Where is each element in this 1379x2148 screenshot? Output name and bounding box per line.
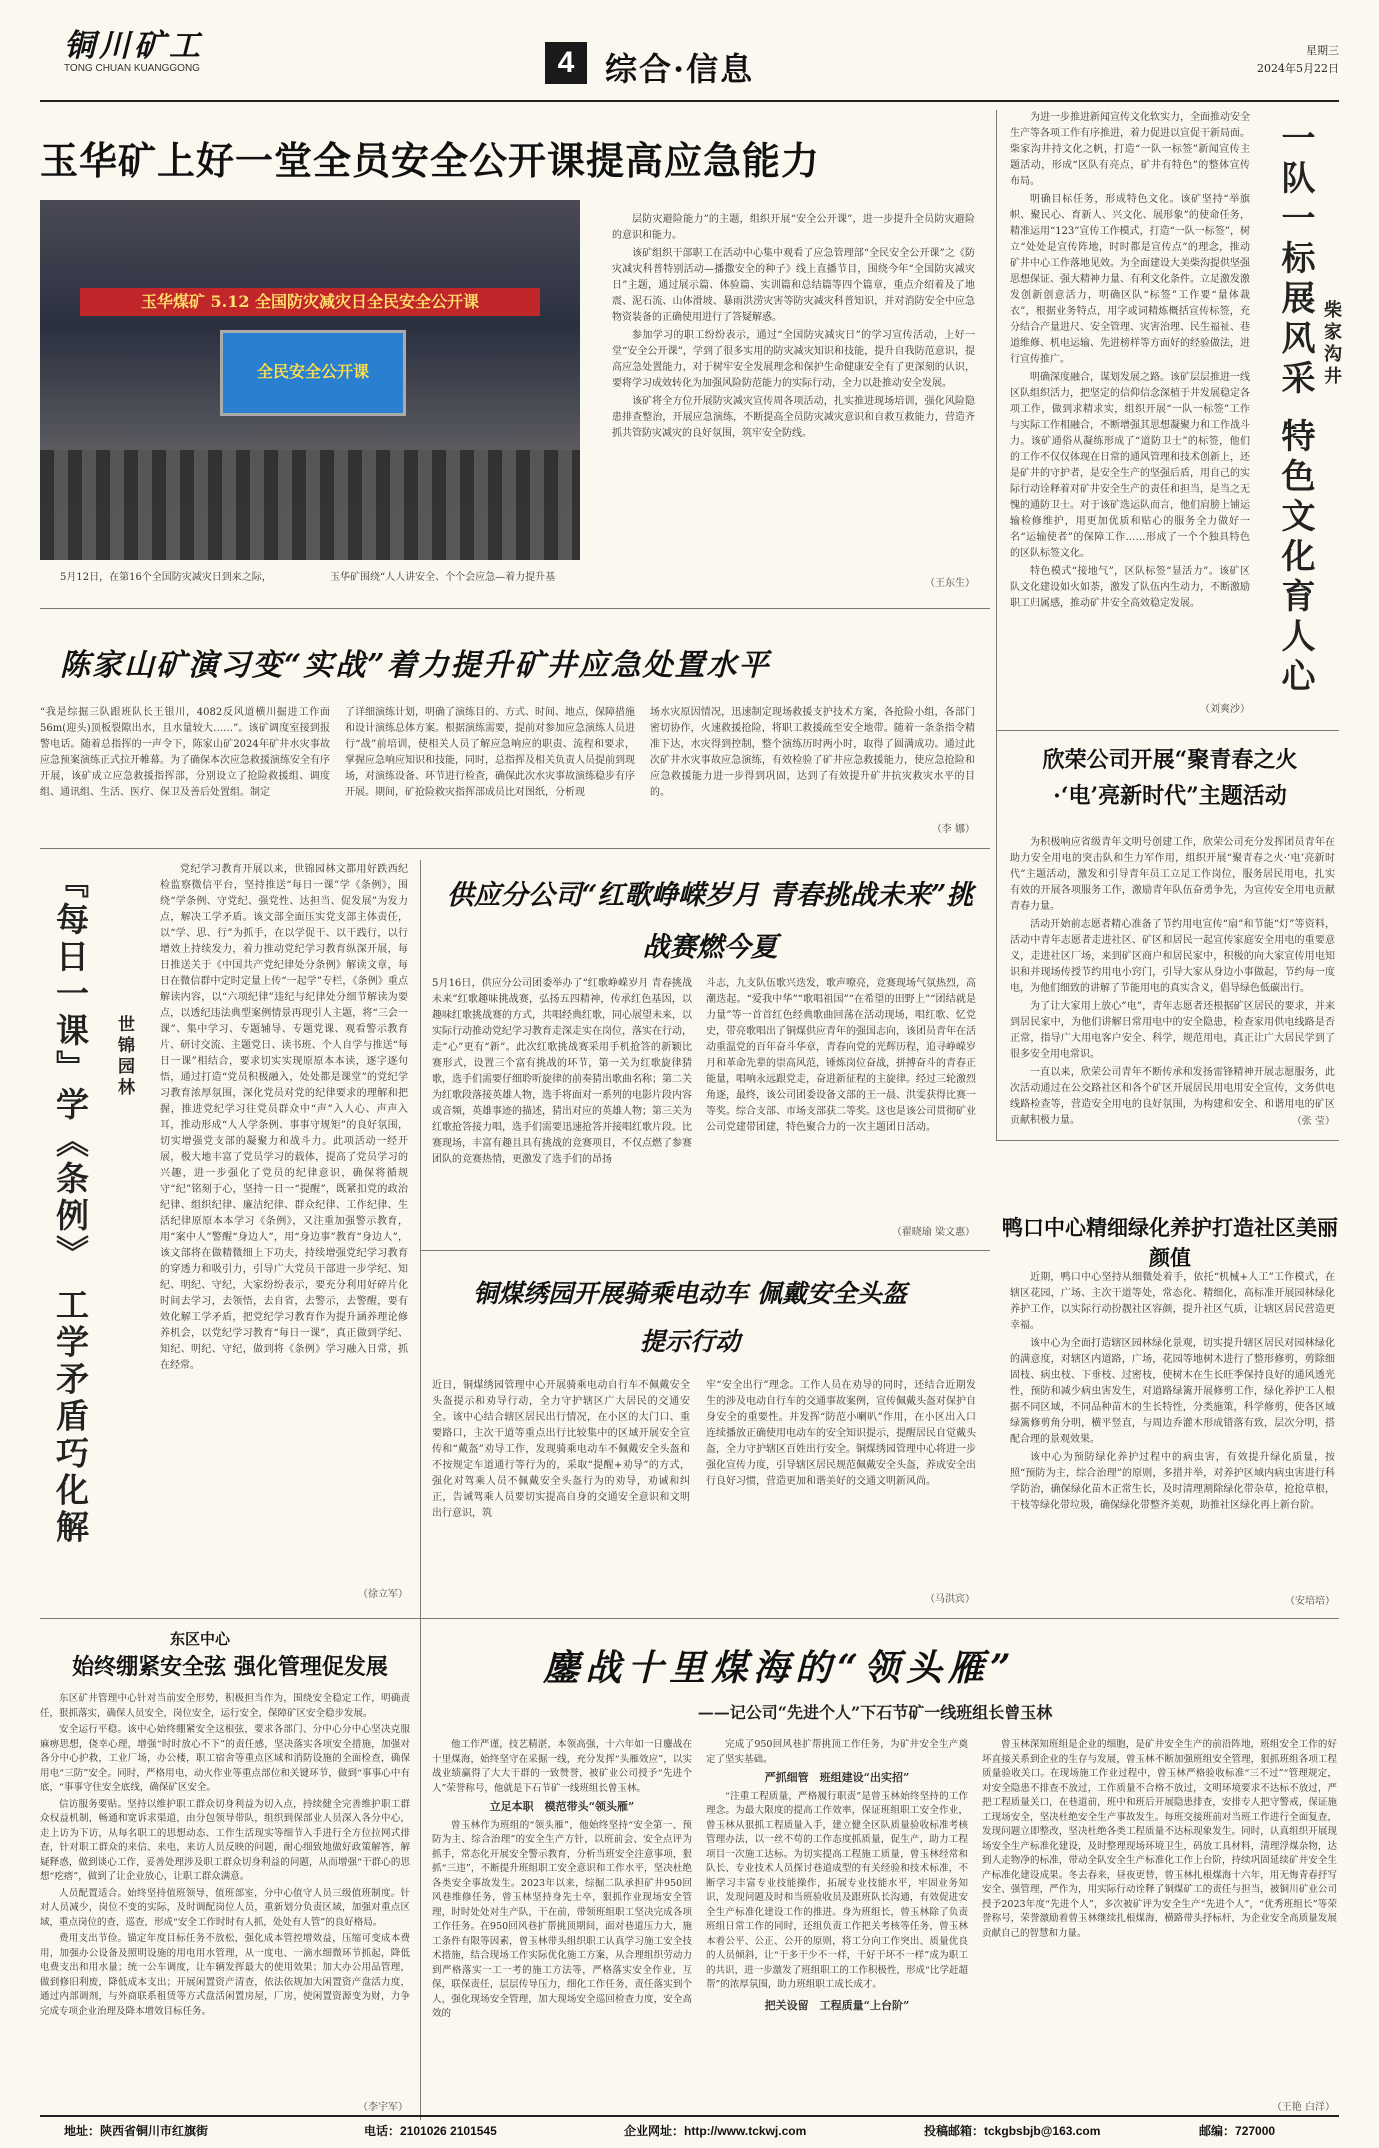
article4-byline: （徐立军） — [358, 1589, 408, 1600]
article3-byline: （张 莹） — [1291, 1116, 1335, 1127]
article6-col2: 牢“安全出行”理念。工作人员在劝导的同时，还结合近期发生的涉及电动自行车的交通事故案例，宣传佩戴头盔对保护自身安全的重要性。并发挥“防范小喇叭”作用，在小区出入口连续播放正确使用电动车的安全知识提示，提醒居民自觉戴头盔，全力守护辖区百姓出行安全。铜煤绣园管理中心将进一步强化宣传力度，引导辖区居民规范佩戴安全头盔，养成安全出行良好习惯，营造更加和谐美好的交通文明新风尚。 — [706, 1380, 976, 1487]
paper-logo — [64, 20, 204, 74]
article1-caption-left: 5月12日，在第16个全国防灾减灾日到来之际， — [60, 572, 272, 583]
article9-byline: （王艳 白洋） — [1271, 2102, 1335, 2113]
article7-para: 近期，鸭口中心坚持从细微处着手，依托“机械+人工”工作模式，在辖区花园，广场、主次干道等处，常态化、精细化，高标准开展园林绿化养护工作，以实际行动扮靓社区容颜，提升社区气质，让辖区居民营造更幸福。 — [1010, 1272, 1335, 1331]
footer-zip-value: 727000 — [1235, 2124, 1276, 2138]
page-number: 4 — [545, 42, 587, 84]
sidebar-para: 特色模式“接地气”，区队标签“显活力”。该矿区队文化建设如火如荼，激发了队伍内生动力，不断激励职工归属感，推动矿井安全高效稳定发展。 — [1010, 566, 1250, 609]
article8-para: 安全运行平稳。该中心始终绷紧安全这根弦，要求各部门、分中心分中心坚决克服麻痹思想，侥幸心理，增强“时时放心不下”的责任感，坚决落实各项安全措施，加强对各分中心护救，工业厂场，办公楼，职工宿舍等重点区域和消防设施的全面检查，确保用电“三防”安全。同时，严格用电，动火作业等重点部位和关键环节，做到“事事心中有底，“事事守住安全底线，确保矿区安全。 — [40, 1724, 410, 1793]
footer-phone-value: 2101026 2101545 — [400, 2124, 497, 2138]
photo-banner: 玉华煤矿 5.12 全国防灾减灾日全民安全公开课 — [80, 288, 540, 316]
rule — [40, 608, 990, 609]
article9-para: 曾玉林深知班组是企业的细胞，是矿井安全生产的前沿阵地，班组安全工作的好坏直接关系到企业的生存与发展，曾玉林不断加强班组安全管理，狠抓班组各项工程质量验收关口。在现场施工作业过程中，曾玉林严格验收标准“三不过”“管理规定，对安全隐患不排查不放过，工作质量不合格不放过，文明环境要求不达标不放过，严把工程质量关口，在巷道前，班中和班后开展隐患排查，安排专人把守警戒，保证施工现场安全，坚决杜绝安全生产事故发生。每班交接班前对当班工作进行全面复查，发现问题立即整改，坚决杜绝各类工程质量不达标现象发生。同时，认真组织开展现场安全生产标准化建设，及时整理现场环境卫生，码放工具材料，清理浮煤杂物，达到人走物净的标准，带动全队安全生产标准化工作上台阶，持续巩固延续矿井安全生产标准化建设成果。冬去春来，昼夜更替，曾玉林扎根煤海十六年，用无悔青春抒写安全、强管理，严作为，用实际行动诠释了铜煤矿工的责任与担当，被铜川矿业公司授予2023年度“先进个人”，多次被矿评为安全生产“先进个人”，“优秀班组长”等荣誉称号，荣誉激励着曾玉林继续扎根煤海，横路带头抒标杆，为企业安全高质量发展贡献自己的智慧和力量。 — [982, 1739, 1337, 1939]
footer-phone-label: 电话： — [364, 2124, 401, 2138]
article2-byline: （李 娜） — [931, 824, 975, 835]
rule — [420, 1250, 990, 1251]
sidebar-body — [1010, 110, 1250, 614]
footer-mail — [924, 2122, 1100, 2139]
photo-audience — [40, 450, 580, 560]
column-rule — [996, 110, 997, 1140]
article2-col3: 场水灾原因情况，迅速制定现场救援支护技术方案，各抢险小组，各部门密切协作，火速救援抢险，将职工救援疏至安全地带。随着一条条指令精准下达，水灾得到控制，整个演练历时两小时，取得了圆满成功。通过此次矿井水灾事故应急演练，有效检验了矿井应急救援能力，使应急抢险和应急救援能力进一步得到巩固，达到了有效提升矿井抗灾救灾水平的目的。 — [650, 707, 975, 798]
article8-para: 信访服务要贴。坚持以维护职工群众切身利益为切入点，持续健全完善维护职工群众权益机制，畅通和宽诉求渠道，由分包领导带队，组织到保部业人员深入各分中心，走上访为下访，从每名职工的思想动态、工作生活现实等细节入手进行全方位拉网式排查，针对职工群众的来信、来电，来访人员反映的问题，耐心细致地做好政策解答，解疑释惑，做到谈心工作，妥善处理涉及职工群众切身利益的问题，从而增强“干群心的思想“疙瘩”，做到了让企业放心，让职工群众满意。 — [40, 1798, 410, 1882]
footer-zip — [1199, 2122, 1275, 2139]
article3-body — [1010, 835, 1335, 1131]
article2-title: 陈家山矿演习变“实战”着力提升矿井应急处置水平 — [60, 648, 771, 683]
sidebar-para: 明确深度融合，谋划发展之路。该矿层层推进一线区队组织活力，把坚定的信仰信念深植于井发展稳定各项工作，做到求精求实，组织开展“一队一标签”工作与实际工作相融合，不断增强其思想凝聚力和工作战斗力。该矿通俗从凝练形成了“道防卫士”的标签，他们的工作不仅仅体现在日常的通风管理和技术创新上，还是矿井的守护者，是安全生产的坚强后盾，用自己的实际行动诠释着对矿井安全生产的责任和担当，是当之无愧的通防卫士。对于该矿选运队而言，他们肩膀上铺运输检修维护，用更加优质和贴心的服务全力做好一名“运输使者”的保障工作……形成了一个个独具特色的区队标签文化。 — [1010, 372, 1250, 559]
article3-para: 活动开始前志愿者精心准备了节约用电宣传“扇”和节能“灯”等资料，活动中青年志愿者走进社区、矿区和居民一起宣传家庭安全用电的重要意义，走进社区厂场，来到矿区商户和居民家中，积极的向大家宣传用电知识和并现场传授节约用电小窍门，引导大家从身边小事做起，节约每一度电，为他们细致的讲解了节能用电的真实含义，倡导绿色低碳出行。 — [1010, 919, 1335, 994]
article9-para: 曾玉林作为班组的“领头雁”，他始终坚持“安全第一、预防为主、综合治理”的安全生产方针，以班前会、安全点评为抓手，常态化开展安全警示教育，分析当班安全注意事项，狠抓“三违”，不断提升班组职工安全意识和工作水平，坚决杜绝各类安全事故发生。2023年以来，综掘二队承担矿井950回风巷维修任务，曾玉林坚持身先士卒，狠抓作业现场安全管理，时时处处对生产队，干在前，带领班组职工坚决完成各项工作任务。在950回风巷扩帮挑顶期间，面对巷道压力大，施工条件有限等因素，曾玉林带头组织职工认真学习施工安全技术措施，结合现场工作实际优化施工方案，从合理组织劳动力到严格落实一工一考的施工方法等，严格落实安全作业，互保，联保责任，层层传导压力，细化工作任务，责任落实到个人，强化现场安全管理，加大现场安全巡回检查力度，安全高效的 — [432, 1819, 692, 2019]
masthead-rule — [40, 100, 1339, 102]
footer-website — [624, 2122, 806, 2139]
article9-para: “注重工程质量，严格履行职责”是曾玉林始终坚持的工作理念。为最大限度的提高工作效率，保证班组职工安全作业，曾玉林从狠抓工程质量入手，建立健全区队质量验收标准考核管理办法，以一丝不苟的工作态度抓质量，促生产，助力工程项目一次施工达标。为切实提高工程施工质量，曾玉林经常和队长、专业技术人员探讨巷道成型的有关经验和技术标准，不断学习丰富专业技能操作，拓展专业技能水平，牢固业务知识，发现问题及时和当班验收员及跟班队长沟通，有效促进安全生产标准化建设工作的推进。身为班组长，曾玉林除了负责班组日常工作的同时，还组负责工作把关考核等任务，曾玉林本着公平、公正、公开的原则，将工分向工作突出、质量优良的人员倾斜，让“干多干少不一样，干好干坏不一样”成为职工的共识，进一步激发了班组职工的工作积极性，形成“比学赶超帮”的浓厚氛围，助力班组职工成长成才。 — [706, 1790, 968, 1990]
article3-para: 一直以来，欣荣公司青年不断传承和发扬雷锋精神开展志愿服务，此次活动通过在公交路社区和各个矿区开展居民用电用安全宣传，文务供电线路检查等，营造安全用电的良好氛围，为构建和安全、和谐用电的矿区贡献积极力量。 — [1010, 1067, 1335, 1126]
article9-col3 — [982, 1738, 1337, 1943]
article9-subhead-2: 严抓细管 班组建设“出实招” — [764, 1771, 910, 1784]
article1-byline: （王东生） — [925, 578, 975, 589]
footer-mail-label: 投稿邮箱： — [924, 2124, 985, 2138]
issue-date: 2024年5月22日 — [1257, 62, 1339, 75]
weekday: 星期三 — [1306, 44, 1339, 57]
sidebar-vertical-sub: 柴家沟井 — [1321, 300, 1342, 388]
article8-para: 人员配置适合。始终坚持值班领导，值班部室，分中心值守人员三级值班制度。针对人员减少，岗位不变的实际，及时调配岗位人员，重新划分负责区域，加强对重点区域，重点岗位的查，巡查，形成“安全工作时时有人抓，处处有人管”的良好格局。 — [40, 1887, 410, 1928]
article1-para: 该矿组织干部职工在活动中心集中观看了应急管理部“全民安全公开课”之《防灾减灾科普特别活动—播撒安全的种子》线上直播节目，围绕今年“全国防灾减灾日”主题，通过展示篇、体验篇、实训篇和总结篇等四个篇章，重点介绍着及了地震、泥石流、山体滑坡、暴雨洪涝灾害等防灾减灾科普知识，并对消防安全中应急物资装备的正确使用进行了答疑解惑。 — [612, 248, 975, 323]
issue-info — [1257, 42, 1339, 78]
article1-title: 玉华矿上好一堂全员安全公开课提高应急能力 — [40, 138, 821, 183]
article7-byline: （安培培） — [1285, 1596, 1335, 1607]
article7-para: 该中心为预防绿化养护过程中的病虫害，有效提升绿化质量，按照“预防为主，综合治理”的原则，多措并举，对养护区域内病虫害进行科学防治，确保绿化苗木正常生长，及时清理割除绿化带杂草，抢抢草根，干枝等绿化带垃圾，确保绿化带整齐美观，助推社区绿化再上新台阶。 — [1010, 1452, 1335, 1511]
sidebar-byline: （刘爽沙） — [1200, 704, 1250, 715]
article1-para: 参加学习的职工纷纷表示，通过“全国防灾减灾日”的学习宣传活动，上好一堂“安全公开课”，学到了很多实用的防灾减灾知识和技能，提升自我防范意识，提高应急处置能力，对于树牢安全发展理念和保护生命健康安全有了更深刻的认识，要将学习成效转化为加强风险防范能力的实际行动，全力以赴推动安全发展。 — [612, 330, 975, 389]
article7-para: 该中心为全面打造辖区园林绿化景观，切实提升辖区居民对园林绿化的满意度，对辖区内道路，广场，花园等地树木进行了整形修剪，剪除细固枝、病虫枝、下垂枝、过密枝，使树木在生长旺季保持良好的通风透光性，预防和减少病虫害发生，对道路绿篱开展修剪工作，绿化养护工人根据不同区域，不同品种苗木的生长特性，分类施策，科学修剪，使各区域绿篱修剪角分明，横平竖直，与周边乔灌木形成错落有致，层次分明，搭配合理的景观效果。 — [1010, 1338, 1335, 1445]
footer-address — [64, 2122, 208, 2139]
article1-caption-right: 玉华矿围绕“人人讲安全、个个会应急—着力提升基 — [330, 572, 556, 583]
article9-para: 完成了950回风巷扩帮挑顶工作任务，为矿井安全生产奠定了坚实基础。 — [706, 1739, 968, 1765]
article3-title: 欣荣公司开展“聚青春之火·‘电’亮新时代”主题活动 — [1042, 747, 1298, 809]
footer-mail-link[interactable]: tckgbsbjb@163.com — [984, 2124, 1101, 2138]
article8-kicker: 东区中心 — [170, 1630, 231, 1648]
article4-vertical-sub: 世锦园林 — [114, 1015, 134, 1099]
footer-website-link[interactable]: http://www.tckwj.com — [684, 2124, 807, 2138]
article5-col1: 5月16日，供应分公司团委举办了“红歌峥嵘岁月 青春挑战未来”红歌趣味挑战赛，弘扬五四精神，传承红色基因，以趣味红歌挑战赛的方式，共唱经典红歌，同心展望未来，以实际行动推动党纪学习教育走深走实在岗位，落实在行动，走“心”更有“新”。此次红歌挑战赛采用手机抢答的新颖比赛形式，设置三个富有挑战的环节，第一关为红歌旋律猜歌，选手们需要仔细聆听旋律的前奏猜出歌曲名称；第二关为红歌段落接英雄人物，选手将面对一系列的电影片段内容或音频，英雄事迹的描述，猜出对应的英雄人物；第三关为红歌抢答接力唱，选手们需要迅速抢答并接唱红歌片段。比赛现场，丰富有趣且具有挑战的竞赛项目，不仅点燃了参赛团队的竞赛热情，更激发了选手们的昂扬 — [432, 978, 692, 1165]
article9-subhead-3: 把关设留 工程质量“上台阶” — [764, 1998, 910, 2012]
article9-subtitle: ——记公司“先进个人”下石节矿一线班组长曾玉林 — [697, 1703, 1053, 1722]
photo-screen-text: 全民安全公开课 — [256, 362, 369, 381]
rule — [996, 730, 1339, 731]
article4-body: 党纪学习教育开展以来，世锦园林文都用好跌西纪检监察微信平台，坚持推送“每日一课”学《条例》，围绕“学条例、守党纪、强党性、达担当、促发展”为发力点，解决工学矛盾。该文部全面压实党支部主体责任，以“学、思、行”为抓手，在以学促干、以干践行，以行增效上持续发力，着力推动党纪学习教育纵深开展，每日推送关于《中国共产党纪律处分条例》解读文章，每日在微信群中定时定量上传“一起学”专栏，《条例》重点解读内容，以“六项纪律”违纪与纪律处分细节解读为要点，以透纪违法典型案例情景再现引人主题，将“三会一课”、集中学习、专题辅导、专题党课、观看警示教育片、研讨交流、主题党日、读书班、个人自学与推送“每日一课”相结合，要求切实实现原原本本读，逐字逐句悟，通过打造“党员积极融入，处处都是课堂”的党纪学习教育浓厚氛围，深化党员对党的纪律要求的理解和把握，推进党纪学习往党员群众中“声”入人心、声声入耳，推动形成“人人学条例、事事守规矩”的良好氛围，切实增强党支部的凝聚力和战斗力。此项活动一经开展，极大地丰富了党员学习的载体，提高了党员学习的兴趣，进一步强化了党员的纪律意识，确保将循规守“纪”铭刻于心，坚持一日一“提醒”，既紧扣党的政治纪律、组织纪律、廉洁纪律、群众纪律、工作纪律、生活纪律原原本本学习《条例》，又注重加强警示教育，用“案中人”警醒“身边人”，用“身边事”教育“身边人”，该文部将在做精微细上下功夫，持续增强党纪学习教育的穿透力和吸引力，引导广大党员干部进一步学纪、知纪、明纪、守纪，大家纷纷表示，要充分利用好碎片化时间去学习，去领悟，去自省，去警示，去警醒，要有效化解工学矛盾，把党纪学习教育作为提升涵养理论修养机会，以党纪学习教育“每日一课”，真正做到学纪、知纪、明纪、守纪，做到将《条例》学习融入日常，抓在经常。 — [160, 864, 408, 1371]
article6-col1: 近日，铜煤绣园管理中心开展骑乘电动自行车不佩戴安全头盔提示和劝导行动，全力守护辖区广大居民的交通安全。该中心结合辖区居民出行情况，在小区的大门口、重要路口，主次干道等重点出行比较集中的区域开展安全宣传和“戴盔”劝导工作，发现骑乘电动车不佩戴安全头盔和不按规定车道通行等行为的，采取“提醒+劝导”的方式，强化对驾乘人员不佩戴安全头盔行为的劝导，劝诫和纠正，告诫驾乘人员要切实提高自身的交通安全意识和文明出行意识，筑 — [432, 1380, 690, 1519]
footer-address-label: 地址： — [64, 2124, 101, 2138]
article8-body — [40, 1692, 410, 2021]
footer-phone — [364, 2122, 497, 2139]
sidebar-vertical-title: 一队一标展风采 特色文化育人心 — [1275, 120, 1315, 698]
article1-body — [612, 212, 975, 444]
article4-vertical-title: 『每日一课』学《条例》 工学矛盾巧化解 — [51, 865, 90, 1547]
footer-address-value: 陕西省铜川市红旗街 — [100, 2124, 209, 2138]
paper-name: 铜川矿工 — [64, 28, 204, 64]
article6-title: 铜煤绣园开展骑乘电动车 佩戴安全头盔提示行动 — [473, 1279, 907, 1356]
column-rule — [420, 1620, 421, 2120]
article9-subhead-1: 立足本职 模范带头“领头雁” — [489, 1800, 635, 1813]
article8-para: 费用支出节俭。锚定年度目标任务不放松，强化成本管控增效益，压缩可变成本费用，加强办公设备及照明设施的用电用水管理，从一度电、一滴水细微环节抓起，降低电费支出和用水量；统一公车调度，让车辆发挥最大的使用效果；加大办公用品管理，做到修旧利废，降低成本支出；开展闲置资产清查，依法依规加大闲置资产盘活力度，通过内部调剂，与外商联系租赁等方式盘活闲置房屋，厂房，使闲置资源变为财，力争完成专项企业治理及降本增效目标任务。 — [40, 1933, 410, 2017]
sidebar-para: 为进一步推进新闻宣传文化软实力，全面推动安全生产等各项工作有序推进，着力促进以宣促干新局面。柴家沟井持文化之帆，打造“一队一标签”新闻宣传主题活动，形成“区队有亮点，矿井有特色”的整体宣传布局。 — [1010, 112, 1250, 187]
article7-body — [1010, 1270, 1335, 1516]
article1-para: 层防灾避险能力”的主题，组织开展“安全公开课”，进一步提升全员防灾避险的意识和能力。 — [612, 214, 975, 241]
article5-title: 供应分公司“红歌峥嵘岁月 青春挑战未来”挑战赛燃今夏 — [446, 880, 974, 963]
article6-byline: （马洪宾） — [925, 1594, 975, 1605]
article1-para: 该矿将全方位开展防灾减灾宣传周各项活动，扎实推进现场培训，强化风险隐患排查整治，开展应急演练，不断提高全员防灾减灾意识和自救互救能力，营造齐抓共管防灾减灾的良好氛围，筑牢安全防线。 — [612, 396, 975, 439]
sidebar-para: 明确目标任务，形成特色文化。该矿坚持“举旗帜、聚民心、育新人、兴文化、展形象”的使命任务，精准运用“123”宣传工作模式，打造“一队一标签”，树立“处处是宣传阵地，时时都是宣传点”的理念，推动矿井中心工作落地见效。为全面建设大美柴沟提供坚强思想保证、强大精神力量、有利文化条件。立足激发激发创新创意活力，明确区队“标签”工作要“量体裁衣”，根据业务特点，用字或词精炼概括宣传标签，充分结合产量进尺、安全管理、灾害治理、民生福祉、巷道维修、机电运输、先进榜样等方面好的经验做法，进行宣传推广。 — [1010, 194, 1250, 365]
footer-website-label: 企业网址： — [624, 2124, 685, 2138]
rule — [40, 848, 990, 849]
article9-para: 他工作严谨，技艺精湛，本领高强，十六年如一日鏖战在十里煤海，始终坚守在采掘一线，充分发挥“头雁效应”，以实战业绩赢得了大大干群的一致赞誉，被矿业公司授予“先进个人”荣誉称号，他就是下石节矿一线班组长曾玉林。 — [432, 1739, 692, 1794]
article2-col1: “我是综掘三队跟班队长王银川，4082反风道横川掘进工作面56m(迎头)顶板裂隙出水，且水量较大……”。该矿调度室接到报警电话。随着总指挥的一声令下，陈家山矿2024年矿井水灾事故应急预案演练正式拉开帷幕。为了确保本次应急救援演练安全有序开展，该矿成立应急救援指挥部，分别设立了抢险救援组、调度组、通讯组、生活、医疗、保卫及善后处置组。制定 — [40, 707, 330, 798]
rule — [40, 1618, 1339, 1619]
rule — [996, 1140, 1339, 1141]
footer-zip-label: 邮编： — [1199, 2124, 1236, 2138]
article2-col2: 了详细演练计划，明确了演练目的、方式、时间、地点，保障措施和设计演练总体方案。根据演练需要，提前对参加应急演练人员进行“战”前培训，使相关人员了解应急响应的职责、流程和要求，掌握应急响应知识和技能，同时，总指挥及相关负责人员提前到现场，对演练设备、环节进行检查，确保此次水灾事故演练稳步有序开展。期间，矿抢险救灾指挥部成员比对图纸，分析现 — [345, 707, 635, 798]
article9-col1 — [432, 1738, 692, 2024]
photo-screen — [220, 330, 406, 416]
paper-pinyin: TONG CHUAN KUANGGONG — [64, 63, 200, 74]
article3-para: 为积极响应省级青年文明号创建工作，欣荣公司充分发挥团员青年在助力安全用电的突击队和生力军作用，组织开展“聚青春之火·‘电’亮新时代”主题活动，激发和引导青年员工立足工作岗位，服务居民用电，扎实有效的开展各项服务工作，激励青年队伍奋勇争先，为宣传安全用电贡献青春力量。 — [1010, 837, 1335, 912]
article8-byline: （李宇军） — [358, 2102, 408, 2113]
article5-byline: （翟晓瑜 梁文惠） — [891, 1227, 975, 1238]
column-rule — [420, 860, 421, 1620]
footer-rule — [40, 2115, 1339, 2117]
article9-col2 — [706, 1738, 968, 2019]
article5-col2: 斗志，九支队伍歌兴迭发，歌声嘹亮，竞赛现场气氛热烈，高潮迭起。“爱我中华”“歌唱祖国”“在希望的田野上”“团结就是力量”等一首首红色经典歌曲回荡在活动现场，唱红歌、忆党史，带亮歌唱出了铜煤供应青年的强国志向，该团员青年在活动重温党的百年奋斗华章，青春向党的光辉历程，追寻峥嵘岁月和革命先辈的崇高风范，锤炼岗位奋战，拼搏奋斗的青春正能量，唱响永远跟党走，奋进新征程的主旋律。经过三轮激烈角逐，最终，该公司团委设备文部的王一晨、洪雯获得比赛一等奖。综合支部、市场支部获二等奖。这也是该公司贯彻矿业公司党建带团建，特色聚合力的一次主题团日活动。 — [706, 978, 976, 1133]
article3-para: 为了让大家用上放心”电”，青年志愿者还根据矿区居民的要求，并来到居民家中，为他们讲解日常用电中的安全隐患，检查家用供电线路是否正常，指导广大用电客户安全、科学，规范用电，真正让广大居民学到了很多安全用电常识。 — [1010, 1001, 1335, 1060]
section-title: 综合·信息 — [605, 50, 755, 88]
article9-title: 鏖战十里煤海的“领头雁” — [543, 1647, 1017, 1689]
article8-title: 始终绷紧安全弦 强化管理促发展 — [72, 1654, 388, 1680]
article1-photo — [40, 200, 580, 560]
article7-title: 鸭口中心精细绿化养护打造社区美丽颜值 — [1002, 1215, 1338, 1270]
article8-para: 东区矿井管理中心针对当前安全形势，积极担当作为，围绕安全稳定工作，明确责任，狠抓落实，确保人员安全，岗位安全，运行安全，保障矿区安全稳步发展。 — [40, 1693, 410, 1719]
